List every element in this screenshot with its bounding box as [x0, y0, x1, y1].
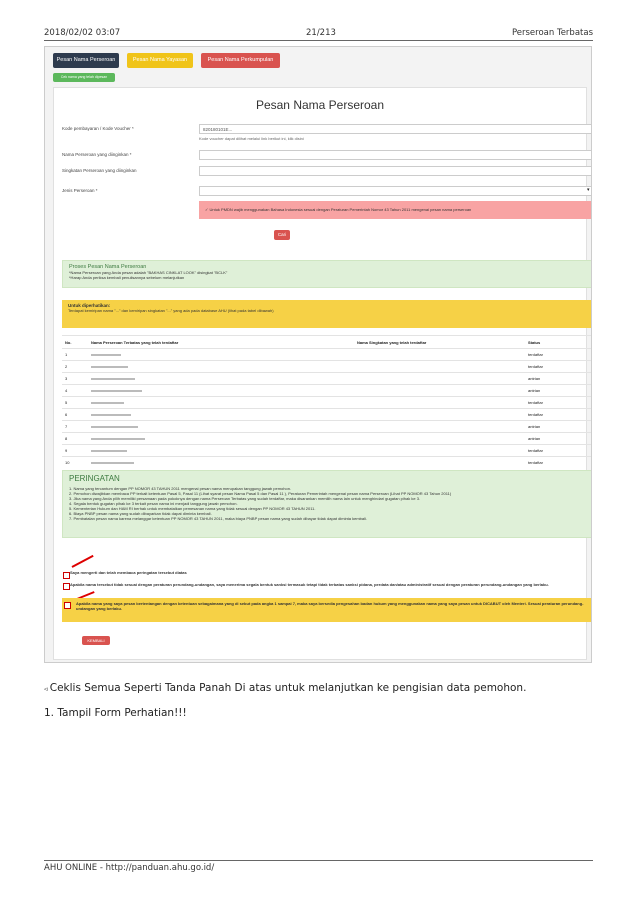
- table-row: [62, 373, 592, 385]
- tab-pesan-nama-perkumpulan[interactable]: Pesan Nama Perkumpulan: [201, 53, 280, 68]
- row-nama: [88, 457, 354, 469]
- row-nama: [88, 349, 354, 361]
- peringatan-item: 5. Kementerian Hukum dan HAM RI berhak untuk membatalkan pemesanan nama yang tidak sesuai dengan PP NOMOR 43 TAHUN 2011.: [69, 506, 316, 511]
- arrow-pointer: [72, 555, 94, 568]
- row-status: terdaftar: [525, 457, 592, 469]
- row-singkatan: [354, 421, 525, 433]
- row-singkatan: [354, 385, 525, 397]
- row-status: terdaftar: [525, 397, 592, 409]
- row-no: 5: [62, 397, 88, 409]
- checkbox-dicabut[interactable]: [64, 602, 71, 609]
- check1-label: Saya mengerti dan telah membaca peringatan tersebut diatas: [70, 570, 187, 575]
- peringatan-item: 6. Biaya PNBP pesan nama yang sudah dibayarkan tidak dapat diminta kembali.: [69, 511, 212, 516]
- table-row: [62, 421, 592, 433]
- peringatan-item: 1. Nama yang tercantum dengan PP NOMOR 43 TAHUN 2011 mengenai pesan nama merupakan tanggung jawab pemohon.: [69, 486, 292, 491]
- peringatan-item: 7. Pembatalan pesan nama karena melanggar ketentuan PP NOMOR 43 TAHUN 2011, maka biaya PNBP pesan nama yang sudah dibayar tidak dapat diminta kembali.: [69, 516, 368, 521]
- row-nama: [88, 361, 354, 373]
- bahasa-alert: [199, 201, 592, 219]
- page-header: [44, 28, 593, 41]
- tab-pesan-nama-perseroan[interactable]: Pesan Nama Perseroan: [53, 53, 119, 68]
- caption-numbered: 1. Tampil Form Perhatian!!!: [44, 707, 187, 719]
- peringatan-title: PERINGATAN: [69, 474, 120, 483]
- row-nama: [88, 409, 354, 421]
- row-status: terdaftar: [525, 445, 592, 457]
- table-row: [62, 445, 592, 457]
- notice-title: Untuk diperhatikan:: [68, 303, 111, 308]
- kode-voucher-input[interactable]: 820180101E...: [199, 124, 592, 134]
- row-singkatan: [354, 409, 525, 421]
- row-status: antrian: [525, 385, 592, 397]
- row-no: 9: [62, 445, 88, 457]
- nama-perseroan-input[interactable]: [199, 150, 592, 160]
- proses-line-2: *Harap Anda periksa kembali penulisannya sebelum melanjutkan: [69, 275, 185, 280]
- row-no: 6: [62, 409, 88, 421]
- jenis-perseroan-select[interactable]: [199, 186, 592, 196]
- redacted-text: [91, 450, 127, 452]
- voucher-hint: Kode voucher dapat dilihat melalui link berikut ini, klik disini: [199, 136, 304, 141]
- header-page-number: 21/213: [306, 28, 336, 38]
- row-status: terdaftar: [525, 349, 592, 361]
- kembali-button[interactable]: KEMBALI: [82, 636, 110, 645]
- table-header-row: [62, 336, 592, 349]
- redacted-text: [91, 426, 138, 428]
- table-row: [62, 409, 592, 421]
- table-row: [62, 361, 592, 373]
- redacted-text: [91, 438, 145, 440]
- col-nama: Nama Perseroan Terbatas yang telah terdaftar: [88, 336, 354, 349]
- row-nama: [88, 445, 354, 457]
- singkatan-input[interactable]: [199, 166, 592, 176]
- proses-title: Proses Pesan Nama Perseroan: [69, 264, 147, 270]
- bahasa-alert-text: Untuk PMDN wajib menggunakan Bahasa Indonesia sesuai dengan Peraturan Pemerintah Nomor 43 Tahun 2011 mengenai pesan nama perseroan: [209, 207, 472, 212]
- proses-line-1: *Nama Perseroan yang Anda pesan adalah "BAKHAS CINKLAT LOOK" disingkat "BCLK": [69, 270, 228, 275]
- form-panel: [53, 87, 590, 660]
- redacted-text: [91, 402, 124, 404]
- caption-bullet-text: Ceklis Semua Seperti Tanda Panah Di atas untuk melanjutkan ke pengisian data pemohon.: [49, 682, 527, 694]
- redacted-text: [91, 414, 131, 416]
- cari-button[interactable]: Cari: [274, 230, 290, 240]
- row-no: 10: [62, 457, 88, 469]
- row-singkatan: [354, 445, 525, 457]
- redacted-text: [91, 378, 135, 380]
- row-status: antrian: [525, 433, 592, 445]
- peringatan-panel: [62, 470, 592, 538]
- jenis-perseroan-label: Jenis Perseroan *: [62, 188, 98, 193]
- notice-text: Terdapat kemiripan nama "..." dan kemiripan singkatan "..." yang ada pada database AHU (lihat pada tabel dibawah): [68, 308, 274, 313]
- bullet-marker-icon: ◃: [44, 685, 50, 693]
- checkbox-sanksi[interactable]: [63, 583, 70, 590]
- form-title: Pesan Nama Perseroan: [255, 98, 385, 112]
- table-row: [62, 349, 592, 361]
- row-status: terdaftar: [525, 409, 592, 421]
- row-nama: [88, 433, 354, 445]
- check-icon: ✓: [205, 207, 210, 212]
- row-no: 1: [62, 349, 88, 361]
- col-status: Status: [525, 336, 592, 349]
- peringatan-item: 2. Pemohon diwajibkan membaca PP terkait ketentuan Pasal 5, Pasal 11 (Lihat syarat pesan Nama Pasal 5 dan Pasal 11 ), Peraturan Pemerintah mengenai pesan nama Perseroan (Lihat PP NOMOR 43 Tahun 2011): [69, 491, 452, 496]
- row-status: antrian: [525, 421, 592, 433]
- col-no: No.: [62, 336, 88, 349]
- row-no: 8: [62, 433, 88, 445]
- check2-label: Apabila nama tersebut tidak sesuai dengan peraturan perundang-undangan, saya menerima segala bentuk sanksi termasuk tetapi tidak terbatas sanksi pidana, perdata dan/atau administratif sesuai dengan peraturan perundang-undangan yang berlaku.: [70, 582, 549, 587]
- redacted-text: [91, 354, 121, 356]
- tab-pesan-nama-yayasan[interactable]: Pesan Nama Yayasan: [127, 53, 193, 68]
- table-row: [62, 433, 592, 445]
- row-no: 3: [62, 373, 88, 385]
- row-singkatan: [354, 433, 525, 445]
- table-row: [62, 385, 592, 397]
- singkatan-label: Singkatan Perseroan yang diinginkan: [62, 168, 137, 173]
- row-no: 2: [62, 361, 88, 373]
- embedded-screenshot: [44, 46, 592, 663]
- row-status: antrian: [525, 373, 592, 385]
- nama-table: [62, 335, 592, 468]
- row-singkatan: [354, 373, 525, 385]
- row-singkatan: [354, 457, 525, 469]
- peringatan-item: 4. Segala bentuk gugatan pihak ke 3 terkait pesan nama ini menjadi tanggung jawab pemohon.: [69, 501, 238, 506]
- redacted-text: [91, 390, 142, 392]
- checkbox-mengerti[interactable]: [63, 572, 70, 579]
- row-status: terdaftar: [525, 361, 592, 373]
- row-nama: [88, 421, 354, 433]
- check3-label: Apabila nama yang saya pesan bertentangan dengan ketentuan sebagaimana yang di sebut pada angka 1 sampai 7, maka saya bersedia pengesahan badan hukum yang menggunakan nama yang saya pesan untuk DICABUT oleh Menteri. Sesuai peraturan perundang-undangan yang berlaku.: [76, 601, 584, 611]
- row-nama: [88, 385, 354, 397]
- row-no: 4: [62, 385, 88, 397]
- header-datetime: 2018/02/02 03:07: [44, 28, 121, 38]
- row-singkatan: [354, 349, 525, 361]
- caret-down-icon: ▾: [587, 187, 590, 193]
- row-nama: [88, 397, 354, 409]
- page-footer: AHU ONLINE - http://panduan.ahu.go.id/: [44, 860, 593, 873]
- table-row: [62, 397, 592, 409]
- redacted-text: [91, 366, 128, 368]
- row-singkatan: [354, 397, 525, 409]
- row-no: 7: [62, 421, 88, 433]
- proses-panel: [62, 260, 592, 288]
- caption-bullet: [44, 682, 526, 694]
- table-row: [62, 457, 592, 469]
- cek-nama-button[interactable]: Cek nama yang telah dipesan: [53, 73, 115, 82]
- peringatan-item: 3. Jika nama yang Anda pilih memiliki persamaan pada pokoknya dengan nama Perseroan Terbatas yang sudah terdaftar, maka disarankan memilih nama lain untuk menghindari gugatan pihak ke 3.: [69, 496, 421, 501]
- kode-voucher-label: Kode pembayaran / Kode Voucher *: [62, 126, 134, 131]
- row-nama: [88, 373, 354, 385]
- notice-panel: [62, 300, 592, 328]
- nama-perseroan-label: Nama Perseroan yang diinginkan *: [62, 152, 132, 157]
- col-singkatan: Nama Singkatan yang telah terdaftar: [354, 336, 525, 349]
- redacted-text: [91, 462, 134, 464]
- check3-panel: [62, 598, 592, 622]
- row-singkatan: [354, 361, 525, 373]
- header-doc-title: Perseroan Terbatas: [511, 28, 593, 38]
